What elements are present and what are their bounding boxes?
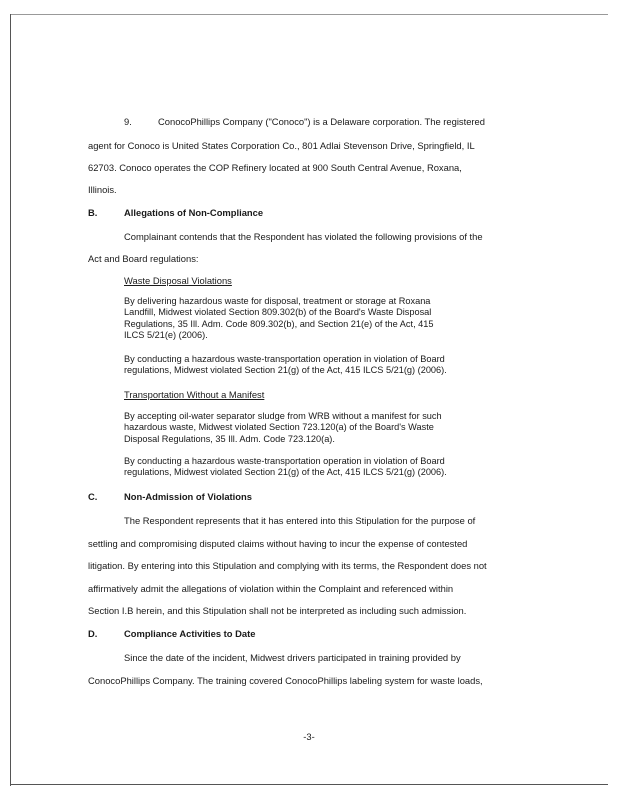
- section-d-line-2: ConocoPhillips Company. The training covered ConocoPhillips labeling system for waste loads,: [88, 675, 483, 686]
- section-c-line-4: affirmatively admit the allegations of violation within the Complaint and referenced within: [88, 583, 454, 594]
- page-left-edge: [10, 14, 11, 786]
- section-b-intro-1: Complainant contends that the Respondent has violated the following provisions of the: [124, 231, 483, 242]
- section-c-heading: Non-Admission of Violations: [124, 491, 252, 502]
- section-b-letter: B.: [88, 207, 98, 218]
- waste-p1-line-2: Landfill, Midwest violated Section 809.302(b) of the Board's Waste Disposal: [124, 307, 432, 318]
- manifest-p1-line-1: By accepting oil-water separator sludge from WRB without a manifest for such: [124, 411, 442, 421]
- para9-number: 9.: [124, 116, 132, 127]
- waste-paragraph-2: [124, 354, 447, 377]
- para9-line-2: agent for Conoco is United States Corporation Co., 801 Adlai Stevenson Drive, Springfield, IL: [88, 140, 475, 151]
- para9-line-3: 62703. Conoco operates the COP Refinery located at 900 South Central Avenue, Roxana,: [88, 162, 462, 173]
- section-d-line-1: Since the date of the incident, Midwest drivers participated in training provided by: [124, 652, 461, 663]
- manifest-p2-line-1: By conducting a hazardous waste-transportation operation in violation of Board: [124, 456, 445, 466]
- manifest-paragraph-1: [124, 411, 442, 445]
- section-c-line-5: Section I.B herein, and this Stipulation shall not be interpreted as including such admission.: [88, 605, 467, 616]
- waste-p1-line-4: ILCS 5/21(e) (2006).: [124, 330, 208, 341]
- manifest-p2-line-2: regulations, Midwest violated Section 21(g) of the Act, 415 ILCS 5/21(g) (2006).: [124, 467, 447, 478]
- section-b-intro-2: Act and Board regulations:: [88, 253, 199, 264]
- manifest-p1-line-3: Disposal Regulations, 35 Ill. Adm. Code 723.120(a).: [124, 433, 335, 444]
- section-c-line-1: The Respondent represents that it has entered into this Stipulation for the purpose of: [124, 515, 476, 526]
- section-b-heading: Allegations of Non-Compliance: [124, 207, 264, 218]
- section-c-line-2: settling and compromising disputed claims without having to incur the expense of contested: [88, 538, 468, 549]
- section-d-letter: D.: [88, 628, 98, 639]
- manifest-heading: Transportation Without a Manifest: [124, 389, 265, 400]
- waste-p1-line-3: Regulations, 35 Ill. Adm. Code 809.302(b), and Section 21(e) of the Act, 415: [124, 318, 434, 329]
- waste-p2-line-1: By conducting a hazardous waste-transportation operation in violation of Board: [124, 354, 445, 364]
- section-d-heading: Compliance Activities to Date: [124, 628, 256, 639]
- page-bottom-edge: [10, 784, 608, 785]
- waste-disposal-heading: Waste Disposal Violations: [124, 275, 232, 286]
- waste-p2-line-2: regulations, Midwest violated Section 21(g) of the Act, 415 ILCS 5/21(g) (2006).: [124, 365, 447, 376]
- para9-line-1: ConocoPhillips Company ("Conoco") is a Delaware corporation. The registered: [158, 116, 485, 127]
- section-c-line-3: litigation. By entering into this Stipulation and complying with its terms, the Respondent does not: [88, 560, 487, 571]
- para9-line-4: Illinois.: [88, 184, 117, 195]
- waste-p1-line-1: By delivering hazardous waste for disposal, treatment or storage at Roxana: [124, 296, 431, 306]
- page-number: -3-: [303, 731, 315, 742]
- page-top-edge: [10, 14, 608, 15]
- waste-paragraph-1: [124, 296, 434, 342]
- manifest-paragraph-2: [124, 456, 447, 479]
- section-c-letter: C.: [88, 491, 98, 502]
- manifest-p1-line-2: hazardous waste, Midwest violated Section 723.120(a) of the Board's Waste: [124, 422, 434, 433]
